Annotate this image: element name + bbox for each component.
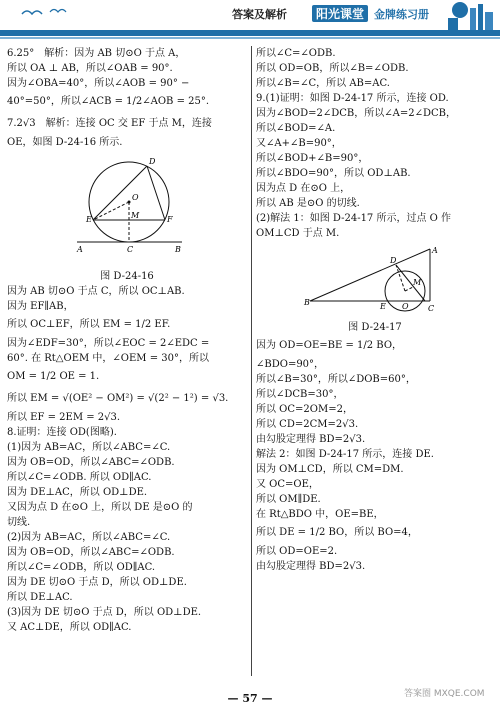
header-bar-thin	[0, 37, 500, 39]
city-skyline-icon	[440, 0, 500, 30]
text-line: OE，如图 D-24-16 所示.	[7, 137, 123, 148]
text-line: 所以 EF = 2EM = 2√3.	[7, 412, 121, 423]
text-line: 又因为点 D 在⊙O 上，所以 DE 是⊙O 的	[7, 502, 193, 513]
text-line: 因为 EF∥AB，	[7, 301, 74, 312]
text-line: 9.(1)证明：如图 D-24-17 所示，连接 OD.	[256, 93, 449, 104]
fig17-label: B	[304, 298, 310, 307]
figure-caption: 图 D-24-17	[348, 322, 402, 333]
fig16-container	[7, 152, 247, 267]
text-line: 在 Rt△BDO 中，OE=BE，	[256, 509, 384, 520]
text-line: 因为点 D 在⊙O 上，	[256, 183, 351, 194]
text-line: 所以 AB 是⊙O 的切线.	[256, 198, 360, 209]
text-line: OM = 1/2 OE = 1.	[7, 371, 100, 382]
text-line: 7.2√3 解析：连接 OC 交 EF 于点 M，连接	[7, 118, 212, 129]
text-line: 因为 OM⊥CD，所以 CM=DM.	[256, 464, 404, 475]
text-line: 所以∠C=∠ODB，所以 OD∥AC.	[7, 562, 156, 573]
text-line: 因为 DE⊥AC，所以 OD⊥DE.	[7, 487, 148, 498]
text-line: 所以∠BOD+∠B=90°，	[256, 153, 369, 164]
brand-title: 阳光课堂	[312, 5, 368, 22]
text-line: 所以∠C=∠ODB.	[256, 48, 336, 59]
fig17-label: D	[390, 256, 397, 265]
fig16-label: F	[167, 215, 173, 224]
text-line: 因为 DE 切⊙O 于点 D，所以 OD⊥DE.	[7, 577, 187, 588]
text-line: (3)因为 DE 切⊙O 于点 D，所以 OD⊥DE.	[7, 607, 202, 618]
fig17-label: E	[380, 302, 386, 311]
fig16-label: O	[132, 193, 139, 202]
watermark: 答案圈 MXQE.COM	[404, 689, 485, 699]
text-line: 又 OC=OE，	[256, 479, 319, 490]
text-line: 又∠A+∠B=90°，	[256, 138, 342, 149]
text-line: 所以 OD=OB，所以∠B=∠ODB.	[256, 63, 409, 74]
left-column	[7, 46, 247, 635]
text-line: 所以 OA ⊥ AB，所以∠OAB = 90°.	[7, 63, 173, 74]
text-line: 所以∠B=30°，所以∠DOB=60°，	[256, 374, 416, 385]
text-line: 6.25° 解析：因为 AB 切⊙O 于点 A，	[7, 48, 186, 59]
brand-subtitle: 金牌练习册	[374, 8, 429, 21]
text-line: 所以 DE⊥AC.	[7, 592, 73, 603]
text-line: 所以 DE = 1/2 BO，所以 BO=4，	[256, 527, 418, 538]
page-number: — 57 —	[227, 692, 273, 705]
text-line: (1)因为 AB=AC，所以∠ABC=∠C.	[7, 442, 171, 453]
text-line: ∠BDO=90°，	[256, 359, 325, 370]
text-line: 所以 OD=OE=2.	[256, 546, 338, 557]
text-line: 60°. 在 Rt△OEM 中，∠OEM = 30°，所以	[7, 353, 209, 364]
right-column	[256, 46, 494, 574]
text-line: (2)解法 1：如图 D-24-17 所示，过点 O 作	[256, 213, 452, 224]
text-line: 所以∠BOD=∠A.	[256, 123, 336, 134]
page-header	[0, 0, 500, 44]
text-line: 所以∠B=∠C，所以 AB=AC.	[256, 78, 390, 89]
text-line: 所以 OC=2OM=2，	[256, 404, 353, 415]
text-line: 因为 OD=OE=BE = 1/2 BO，	[256, 340, 403, 351]
text-line: 所以∠BDO=90°，所以 OD⊥AB.	[256, 168, 411, 179]
fig16-label: E	[86, 215, 92, 224]
text-line: 解法 2：如图 D-24-17 所示，连接 DE.	[256, 449, 434, 460]
text-line: 所以 OC⊥EF，所以 EM = 1/2 EF.	[7, 319, 171, 330]
text-line: 8.证明：连接 OD(图略).	[7, 427, 117, 438]
fig16-label: D	[149, 157, 156, 166]
fig17-label: C	[428, 304, 435, 313]
text-line: 所以∠DCB=30°，	[256, 389, 344, 400]
text-line: 因为 OB=OD，所以∠ABC=∠ODB.	[7, 547, 175, 558]
column-divider	[251, 46, 252, 676]
text-line: 由勾股定理得 BD=2√3.	[256, 561, 366, 572]
fig17-label: O	[402, 302, 409, 311]
section-title: 答案及解析	[232, 8, 287, 21]
fig16-label: M	[131, 211, 140, 220]
text-line: 因为∠BOD=2∠DCB，所以∠A=2∠DCB，	[256, 108, 457, 119]
fig16-label: C	[127, 245, 134, 254]
text-line: (2)因为 AB=AC，所以∠ABC=∠C.	[7, 532, 171, 543]
fig17-container	[256, 243, 494, 318]
text-line: 又 AC⊥DE，所以 OD∥AC.	[7, 622, 132, 633]
figure-d-24-16	[67, 152, 187, 262]
fig17-label: M	[413, 278, 422, 287]
fig17-label: A	[432, 246, 438, 255]
fig16-label: A	[77, 245, 83, 254]
header-bar	[0, 30, 500, 36]
figure-d-24-17	[300, 243, 450, 313]
text-line: 40°=50°，所以∠ACB = 1/2∠AOB = 25°.	[7, 96, 210, 107]
text-line: 所以 EM = √(OE² − OM²) = √(2² − 1²) = √3.	[7, 393, 229, 404]
text-line: 所以 CD=2CM=2√3.	[256, 419, 359, 430]
birds-icon	[20, 4, 80, 24]
text-line: 由勾股定理得 BD=2√3.	[256, 434, 366, 445]
text-line: 因为∠EDF=30°，所以∠EOC = 2∠EDC =	[7, 338, 210, 349]
text-line: OM⊥CD 于点 M.	[256, 228, 340, 239]
text-line: 所以 OM∥DE.	[256, 494, 321, 505]
text-line: 因为 OB=OD，所以∠ABC=∠ODB.	[7, 457, 175, 468]
text-line: 因为∠OBA=40°，所以∠AOB = 90° −	[7, 78, 190, 89]
text-line: 所以∠C=∠ODB. 所以 OD∥AC.	[7, 472, 152, 483]
fig16-label: B	[175, 245, 181, 254]
text-line: 因为 AB 切⊙O 于点 C，所以 OC⊥AB.	[7, 286, 185, 297]
text-line: 切线.	[7, 517, 31, 528]
figure-caption: 图 D-24-16	[100, 271, 154, 282]
